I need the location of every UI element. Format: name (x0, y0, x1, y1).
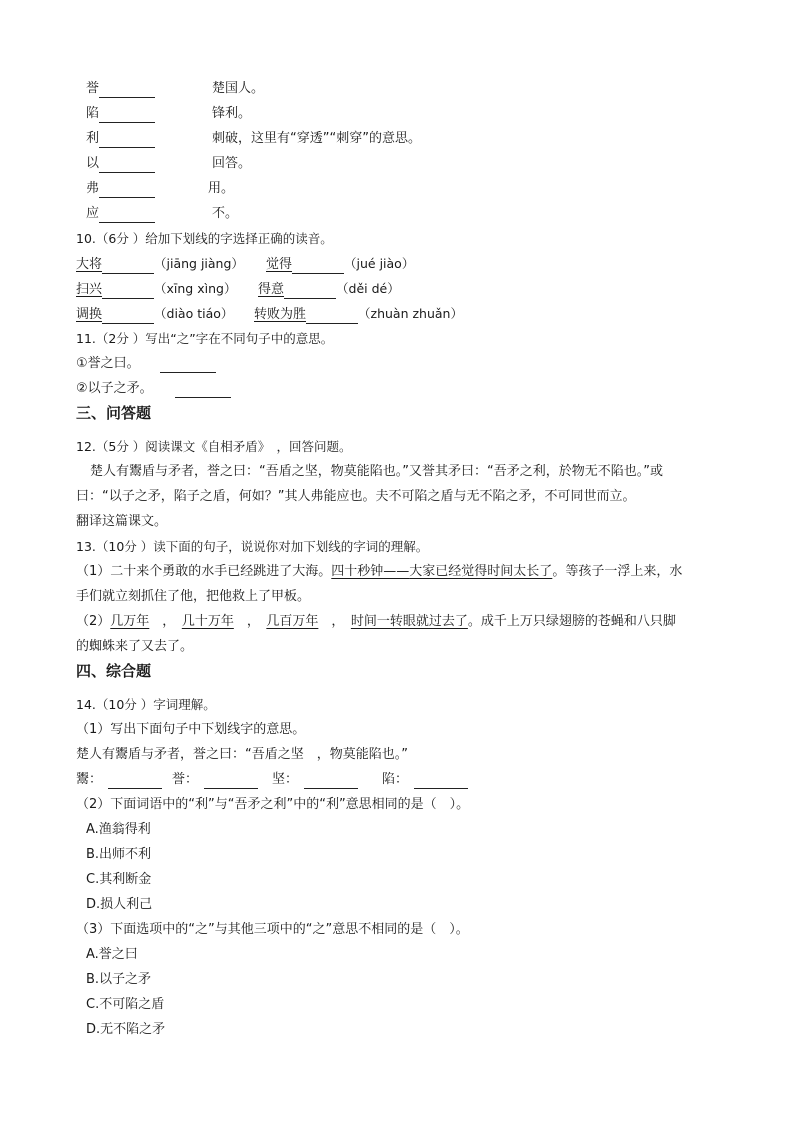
q13-sentence-1: （1）二十来个勇敢的水手已经跳进了大海。四十秒钟——大家已经觉得时间太长了。等孩子一浮上来，水 (76, 564, 683, 579)
match-right-2: 锋利。 (212, 106, 252, 121)
q10-item-1: 大将 （jiāng jiàng） (76, 256, 244, 272)
q11-item-1: ①誉之曰。 (76, 355, 216, 373)
q13-sentence-2: （2）几万年 ， 几十万年 ， 几百万年 ， 时间一转眼就过去了。成千上万只绿翅膀的苍蝇和八只脚 (76, 614, 676, 629)
q10-item-5: 调换 （diào tiáo） (76, 306, 234, 322)
q14-part3: （3）下面选项中的“之”与其他三项中的“之”意思不相同的是（ ）。 (76, 922, 469, 937)
q12-task: 翻译这篇课文。 (76, 514, 168, 529)
q14-part3-option-d: D.无不陷之矛 (86, 1022, 166, 1037)
q14-fill-4: 陷： (382, 771, 468, 789)
q12-passage-line-2: 曰：“以子之矛，陷子之盾，何如？”其人弗能应也。夫不可陷之盾与无不陷之矛，不可同世而立。 (76, 489, 636, 504)
match-left-2: 陷 (86, 105, 155, 123)
match-left-3: 利 (86, 130, 155, 148)
match-left-6: 应 (86, 205, 155, 223)
q14-fill-1: 鬻： (76, 771, 162, 789)
q14-part2-option-c: C.其利断金 (86, 872, 152, 887)
q14-part2-option-d: D.损人利己 (86, 897, 153, 912)
match-right-3: 刺破，这里有“穿透”“刺穿”的意思。 (212, 131, 421, 146)
q10-item-6: 转败为胜 （zhuàn zhuǎn） (254, 306, 463, 322)
q13-sentence-2-cont: 的蜘蛛来了又去了。 (76, 639, 194, 654)
q10-item-4: 得意 （děi dé） (258, 281, 400, 297)
q11-item-2: ②以子之矛。 (76, 380, 231, 398)
q14-title: 14.（10分 ）字词理解。 (76, 697, 216, 712)
q14-part2-option-a: A.渔翁得利 (86, 822, 151, 837)
q14-fill-2: 誉： (172, 771, 258, 789)
q14-sentence: 楚人有鬻盾与矛者，誉之曰：“吾盾之坚 ，物莫能陷也。” (76, 747, 408, 762)
match-left-4: 以 (86, 155, 155, 173)
match-right-6: 不。 (212, 206, 239, 221)
section-3-heading: 三、问答题 (76, 404, 152, 422)
q13-title: 13.（10分 ）读下面的句子，说说你对加下划线的字词的理解。 (76, 539, 429, 554)
section-4-heading: 四、综合题 (76, 662, 152, 680)
q10-title: 10.（6分 ）给加下划线的字选择正确的读音。 (76, 231, 333, 246)
q14-part3-option-a: A.誉之曰 (86, 947, 138, 962)
q12-passage-line-1: 楚人有鬻盾与矛者，誉之曰：“吾盾之坚，物莫能陷也。”又誉其矛曰：“吾矛之利，於物无不陷也。”或 (90, 464, 663, 479)
match-left-5: 弗 (86, 180, 155, 198)
q14-part3-option-c: C.不可陷之盾 (86, 997, 165, 1012)
match-right-1: 楚国人。 (212, 81, 265, 96)
q14-fill-3: 坚： (272, 771, 358, 789)
q12-title: 12.（5分 ）阅读课文《自相矛盾》 ，回答问题。 (76, 439, 352, 454)
q10-item-2: 觉得 （jué jiào） (266, 256, 415, 272)
q14-part3-option-b: B.以子之矛 (86, 972, 152, 987)
match-left-1: 誉 (86, 80, 155, 98)
q14-part2: （2）下面词语中的“利”与“吾矛之利”中的“利”意思相同的是（ ）。 (76, 797, 470, 812)
q14-part2-option-b: B.出师不利 (86, 847, 152, 862)
q10-item-3: 扫兴 （xīng xìng） (76, 281, 237, 297)
match-right-4: 回答。 (212, 156, 252, 171)
q14-part1: （1）写出下面句子中下划线字的意思。 (76, 722, 306, 737)
match-right-5: 用。 (208, 181, 235, 196)
q13-sentence-1-cont: 手们就立刻抓住了他，把他救上了甲板。 (76, 589, 311, 604)
q11-title: 11.（2分 ）写出“之”字在不同句子中的意思。 (76, 331, 334, 346)
